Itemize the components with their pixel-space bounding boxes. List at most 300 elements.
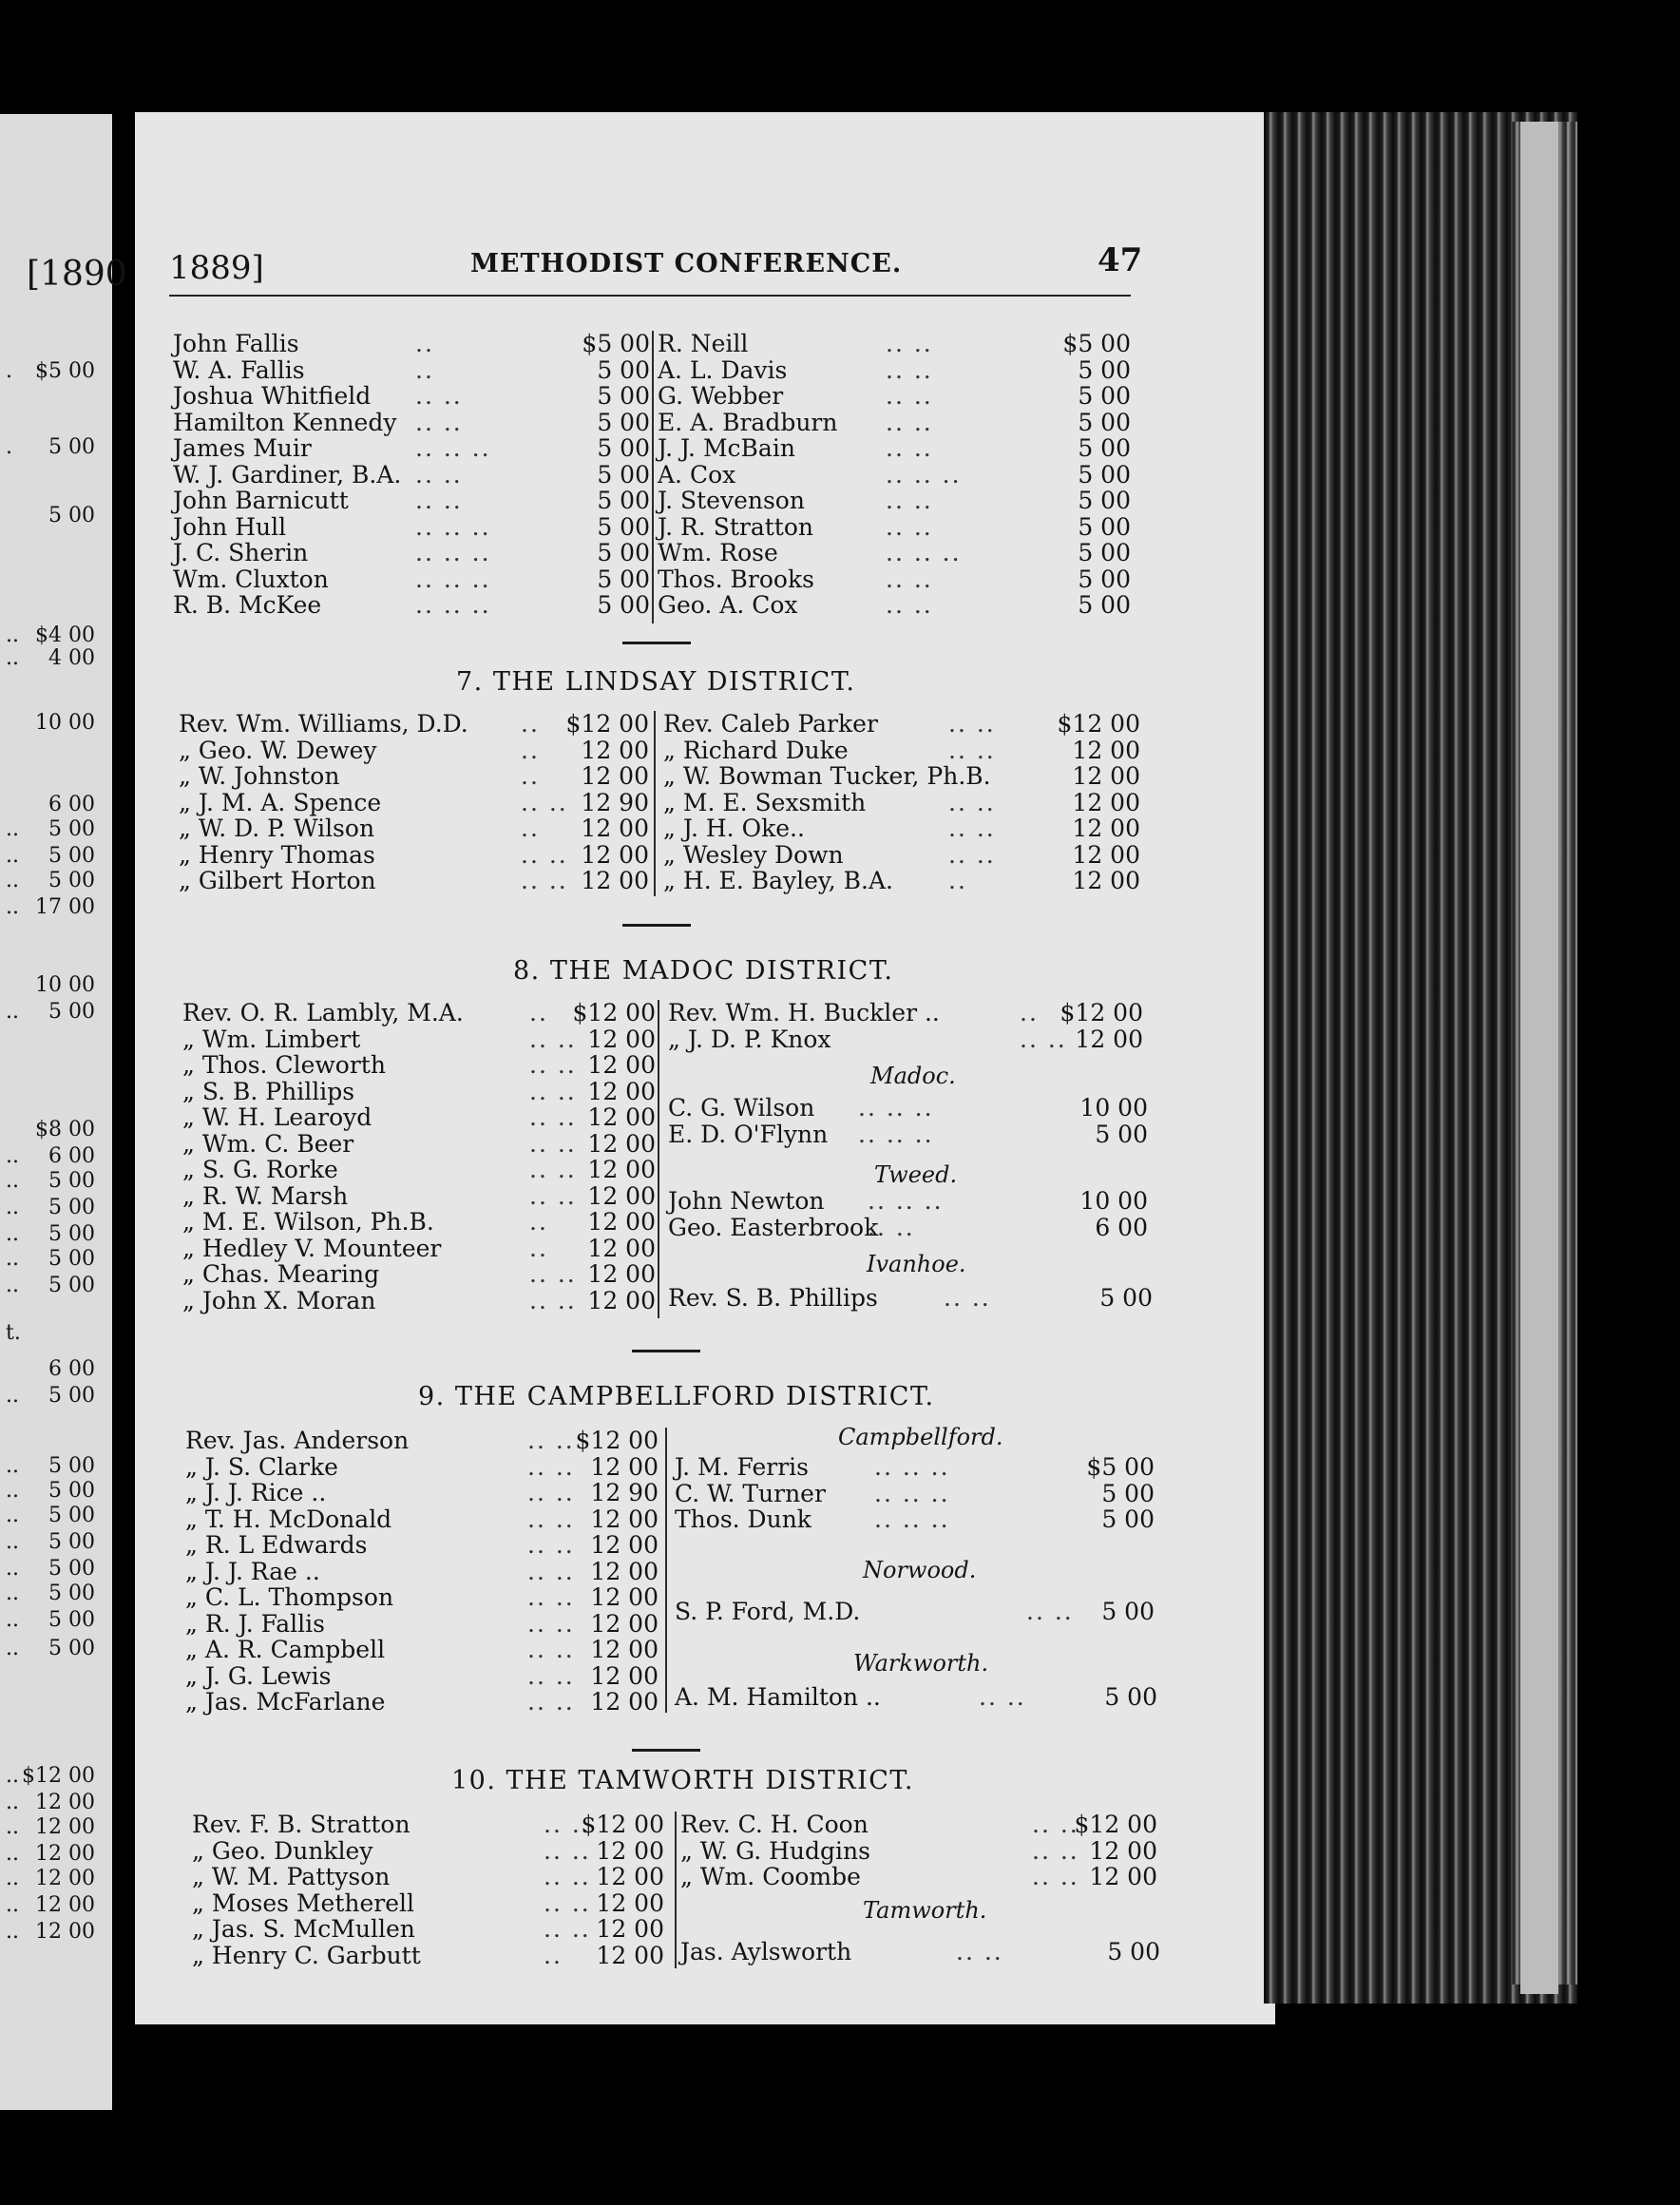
left-page-row [0,817,106,842]
left-page-row [0,435,106,460]
leader-dots: .. [6,1222,19,1246]
list-row [173,331,650,356]
subscriber-name: „ Jas. S. McMullen [192,1915,415,1943]
list-row [658,357,1131,383]
list-row [658,514,1131,540]
list-row [192,1838,664,1864]
subscription-amount: 12 00 [590,1557,659,1585]
left-page-row [0,623,106,648]
subscription-amount: 5 00 [48,1557,95,1581]
leader-dots: .. [6,1530,19,1554]
subscription-amount: 5 00 [597,355,650,384]
leader-dots: .. .. [1026,1598,1074,1625]
subscription-amount: $12 00 [22,1764,95,1788]
list-row [675,1599,1155,1624]
left-page-row [0,1169,106,1194]
left-page-row [0,1867,106,1891]
subscription-amount: 5 00 [1101,1505,1155,1533]
subscription-amount: 12 00 [596,1889,664,1917]
subscriber-name: „ Henry Thomas [179,840,375,869]
subscription-amount: 12 00 [587,1077,656,1105]
leader-dots: .. .. .. [415,539,491,566]
left-page-row [0,1321,106,1346]
list-row [185,1663,659,1689]
list-row [192,1890,664,1916]
list-row [182,1157,656,1182]
leader-dots: .. [6,1144,19,1168]
subscription-amount: 12 00 [587,1156,656,1183]
leader-dots: .. .. [868,1213,915,1241]
leader-dots: .. .. [886,565,933,593]
leader-dots: .. [529,1234,548,1262]
subscription-amount: 12 00 [581,867,649,894]
list-row [668,1122,1148,1147]
subscription-amount: $5 00 [582,330,650,357]
list-row [658,435,1131,461]
leader-dots: .. [521,762,540,790]
left-page-row [0,1504,106,1528]
leader-dots: .. .. .. [415,591,491,619]
subscriber-name: J. R. Stratton [658,512,813,541]
leader-dots: .. .. [886,591,933,619]
leader-dots: .. [415,355,434,384]
subscriber-name: J. M. Ferris [675,1453,809,1481]
subscription-amount: 5 00 [48,1384,95,1408]
left-page-row [0,1582,106,1606]
list-row [658,566,1131,592]
subscription-amount: 12 00 [590,1531,659,1559]
subscription-amount: 5 00 [48,1582,95,1605]
column-divider [652,331,654,623]
leader-dots: .. [415,330,434,357]
subsection-label: Ivanhoe. [867,1251,966,1277]
subscriber-name: John Fallis [173,330,299,357]
subscription-amount: 5 00 [1107,1938,1160,1965]
leader-dots: .. .. [527,1636,575,1663]
subscription-amount: 5 00 [48,1608,95,1632]
leader-dots: .. [6,1196,19,1219]
subscriber-name: „ W. M. Pattyson [192,1863,391,1890]
leader-dots: .. [6,1247,19,1271]
list-row [182,1026,656,1052]
subscriber-name: C. W. Turner [675,1479,826,1507]
left-page-fragment [0,114,127,2110]
list-row [680,1838,1157,1864]
subscription-amount: $12 00 [1057,710,1140,738]
leader-dots: .. .. .. [874,1453,950,1481]
list-row [192,1812,664,1837]
subscription-amount: 5 00 [597,382,650,410]
subscription-amount: 5 00 [1078,512,1131,541]
leader-dots: .. [521,710,540,738]
subscription-amount: 17 00 [35,895,95,919]
subscription-amount: 12 00 [590,1636,659,1663]
list-row [680,1939,1160,1965]
left-page-row [0,1842,106,1867]
subscriber-name: Jas. Aylsworth [680,1938,852,1965]
subscriber-name: Rev. F. B. Stratton [192,1811,410,1838]
list-row [185,1480,659,1505]
subscription-amount: 12 00 [587,1208,656,1236]
left-page-row [0,1144,106,1169]
list-row [173,540,650,566]
leader-dots: .. .. [886,487,933,514]
left-page-row [0,844,106,869]
leader-dots: .. .. [979,1683,1026,1711]
subscription-amount: $12 00 [581,1811,664,1838]
leader-dots: .. .. [886,355,933,384]
subscription-amount: 12 00 [587,1260,656,1288]
subscription-amount: 5 00 [48,1222,95,1246]
leader-dots: .. .. [544,1811,591,1838]
subscription-amount: 10 00 [1079,1187,1148,1215]
section-heading: 7. THE LINDSAY DISTRICT. [456,667,856,697]
subscription-amount: 10 00 [35,711,95,735]
left-page-row [0,1000,106,1025]
list-row [185,1637,659,1662]
subscriber-name: A. Cox [658,460,736,489]
leader-dots: .. .. .. [858,1094,934,1122]
subscriber-name: G. Webber [658,382,784,410]
section-heading: 8. THE MADOC DISTRICT. [513,956,894,986]
left-page-row [0,1920,106,1945]
leader-dots: .. [529,1208,548,1236]
subscriber-name: „ Geo. Dunkley [192,1836,373,1865]
subsection-label: Tamworth. [863,1897,987,1924]
list-row [179,738,649,763]
column-divider [658,1000,659,1318]
leader-dots: .. [6,1867,19,1890]
subscriber-name: „ W. Bowman Tucker, Ph.B. [663,762,991,790]
subscription-amount: 12 00 [35,1815,95,1839]
header-rule [169,295,1131,297]
subscription-amount: 12 00 [587,1025,656,1053]
list-row [668,1000,1143,1026]
list-row [173,566,650,592]
subscription-amount: $5 00 [35,359,95,383]
leader-dots: .. .. [886,512,933,541]
leader-dots: .. .. [544,1915,591,1943]
subscription-amount: 5 00 [48,1274,95,1297]
page-number: 47 [1098,241,1143,279]
list-row [675,1506,1155,1532]
subscription-amount: 12 00 [581,815,649,842]
subscription-amount: 5 00 [1095,1120,1148,1148]
leader-dots: .. .. [529,1051,577,1079]
subscription-amount: 12 90 [590,1479,659,1506]
leader-dots: t. [6,1321,21,1345]
subscriber-name: Wm. Rose [658,539,778,566]
subscriber-name: „ John X. Moran [182,1286,376,1314]
leader-dots: .. .. [529,1156,577,1183]
list-row [182,1000,656,1026]
list-row [658,331,1131,356]
leader-dots: .. [6,1479,19,1503]
subscription-amount: 12 00 [581,736,649,764]
list-row [182,1183,656,1209]
subscriber-name: „ Wesley Down [663,840,844,869]
list-row [192,1943,664,1968]
subscriber-name: Thos. Brooks [658,565,814,593]
list-row [173,383,650,409]
leader-dots: .. .. [544,1863,591,1890]
left-page-row [0,1357,106,1382]
subscription-amount: 5 00 [48,844,95,868]
subscriber-name: „ Moses Metherell [192,1889,415,1917]
list-row [192,1864,664,1889]
subscription-amount: 12 00 [35,1920,95,1944]
leader-dots: .. [6,1608,19,1632]
list-row [668,1188,1148,1214]
leader-dots: .. .. [956,1938,1003,1965]
subscriber-name: „ Jas. McFarlane [185,1688,386,1716]
leader-dots: .. .. [527,1583,575,1611]
list-row [182,1209,656,1235]
leader-dots: .. [544,1941,563,1969]
subscriber-name: „ Wm. Limbert [182,1025,361,1053]
list-row [668,1095,1148,1121]
leader-dots: .. .. [527,1557,575,1585]
subscription-amount: 12 00 [581,762,649,790]
subscriber-name: „ Wm. C. Beer [182,1129,354,1158]
header-year: 1889] [169,249,264,287]
leader-dots: .. .. [521,867,568,894]
subscription-amount: 5 00 [597,591,650,619]
subscription-amount: 5 00 [48,435,95,459]
section-separator [622,924,691,927]
subscription-amount: 12 00 [596,1836,664,1865]
leader-dots: .. .. [527,1609,575,1638]
leader-dots: .. .. .. [886,539,962,566]
left-page-row [0,1764,106,1789]
subscription-amount: 12 00 [1089,1836,1157,1865]
subscriber-name: „ Hedley V. Mounteer [182,1234,442,1262]
leader-dots: .. .. [529,1077,577,1105]
subsection-label: Warkworth. [853,1650,989,1677]
subscriber-name: E. D. O'Flynn [668,1120,829,1148]
subscription-amount: 5 00 [48,1530,95,1554]
column-divider [675,1812,677,1968]
subscriber-name: „ M. E. Wilson, Ph.B. [182,1208,434,1236]
section-separator [632,1350,700,1352]
leader-dots: .. .. .. [415,434,491,462]
leader-dots: .. [1020,999,1039,1026]
subscription-amount: 4 00 [48,646,95,670]
subscriber-name: J. C. Sherin [173,539,309,566]
leader-dots: .. .. [544,1836,591,1865]
left-page-row [0,1196,106,1220]
subscription-amount: $4 00 [35,623,95,647]
subscriber-name: Rev. O. R. Lambly, M.A. [182,999,464,1026]
leader-dots: .. .. [1032,1863,1079,1890]
left-page-row [0,869,106,893]
left-page-row [0,973,106,998]
leader-dots: .. [6,1842,19,1866]
subscription-amount: 12 00 [1089,1863,1157,1890]
leader-dots: .. .. [415,382,463,410]
subscriber-name: W. J. Gardiner, B.A. [173,460,402,489]
subscription-amount: 5 00 [48,1479,95,1503]
section-heading: 10. THE TAMWORTH DISTRICT. [451,1766,915,1795]
subscription-amount: 12 00 [590,1688,659,1716]
page-title: METHODIST CONFERENCE. [470,249,903,278]
subscription-amount: 12 00 [1072,815,1140,842]
subscription-amount: 10 00 [1079,1094,1148,1122]
subscription-amount: 5 00 [597,487,650,514]
subscription-amount: 12 00 [35,1791,95,1814]
subscription-amount: 5 00 [1078,382,1131,410]
subscriber-name: „ J. H. Oke.. [663,815,805,842]
leader-dots: .. [521,815,540,842]
subscriber-name: „ W. H. Learoyd [182,1103,372,1131]
subscription-amount: 12 00 [596,1863,664,1890]
leader-dots: .. [6,817,19,841]
left-page-row [0,1118,106,1142]
leader-dots: .. [6,1893,19,1917]
list-row [658,540,1131,566]
subscription-amount: 12 00 [596,1941,664,1969]
list-row [668,1285,1153,1311]
subscription-amount: 5 00 [1078,591,1131,619]
subscriber-name: „ J. J. Rice .. [185,1479,327,1506]
subscription-amount: 5 00 [1078,487,1131,514]
left-page-row [0,1637,106,1661]
list-row [179,842,649,868]
leader-dots: .. .. [415,408,463,436]
subscription-amount: 5 00 [597,434,650,462]
leader-dots: .. .. [415,487,463,514]
list-row [663,842,1140,868]
leader-dots: .. .. .. [886,460,962,489]
left-page-row [0,504,106,528]
left-page-row [0,1893,106,1918]
leader-dots: .. .. [1032,1811,1079,1838]
subscription-amount: 12 00 [1075,1025,1143,1053]
subscription-amount: 12 00 [590,1609,659,1638]
left-page-row [0,793,106,817]
subscription-amount: 5 00 [48,869,95,892]
subscription-amount: 5 00 [48,1637,95,1660]
list-row [182,1236,656,1261]
subscription-amount: 5 00 [48,504,95,527]
column-divider [654,711,656,896]
subscription-amount: 5 00 [48,817,95,841]
subscription-amount: 12 00 [581,840,649,869]
leader-dots: .. .. [527,1479,575,1506]
list-row [182,1104,656,1130]
left-page-row [0,1479,106,1504]
leader-dots: .. .. [527,1661,575,1690]
subscription-amount: 12 00 [590,1505,659,1533]
column-divider [665,1428,667,1713]
leader-dots: .. .. [544,1889,591,1917]
subscriber-name: Wm. Cluxton [173,565,329,593]
subscription-amount: 12 00 [587,1129,656,1158]
leader-dots: .. .. [948,840,996,869]
left-page-row [0,1608,106,1633]
subscriber-name: „ M. E. Sexsmith [663,788,867,816]
leader-dots: .. .. [527,1505,575,1533]
subscription-amount: 12 00 [35,1893,95,1917]
subscriber-name: „ Richard Duke [663,736,849,764]
subscription-amount: 5 00 [1078,460,1131,489]
leader-dots: .. .. [527,1452,575,1481]
subscriber-name: Rev. Wm. H. Buckler .. [668,999,940,1026]
leader-dots: .. .. [944,1284,991,1312]
subscriber-name: „ J. G. Lewis [185,1661,332,1690]
subscriber-name: „ W. D. P. Wilson [179,815,375,842]
subscriber-name: James Muir [173,434,312,462]
subscriber-name: A. L. Davis [658,355,788,384]
subscription-amount: 5 00 [48,1196,95,1219]
list-row [182,1079,656,1104]
leader-dots: .. .. [529,1286,577,1314]
subscription-amount: 5 00 [1101,1479,1155,1507]
left-page-row [0,1454,106,1479]
list-row [663,738,1140,763]
subscriber-name: „ R. J. Fallis [185,1609,325,1638]
leader-dots: .. [6,1920,19,1944]
list-row [173,435,650,461]
leader-dots: .. [6,623,19,647]
leader-dots: .. .. .. [858,1120,934,1148]
list-row [658,410,1131,435]
list-row [663,790,1140,815]
subscriber-name: „ Thos. Cleworth [182,1051,386,1079]
left-page-row [0,1274,106,1298]
leader-dots: .. .. .. [415,512,491,541]
subscriber-name: „ Gilbert Horton [179,867,376,894]
list-row [675,1481,1155,1506]
subscription-amount: $8 00 [35,1118,95,1141]
leader-dots: .. .. [886,330,933,357]
subscriber-name: R. Neill [658,330,749,357]
left-page-row [0,1791,106,1815]
subsection-label: Tweed. [874,1161,958,1188]
list-row [658,462,1131,488]
subscriber-name: „ W. Johnston [179,762,340,790]
subscriber-name: „ J. D. P. Knox [668,1025,831,1053]
subscriber-name: Hamilton Kennedy [173,408,397,436]
leader-dots: .. .. [1032,1836,1079,1865]
leader-dots: .. .. [529,1260,577,1288]
list-row [663,815,1140,841]
list-row [675,1684,1157,1710]
subscription-amount: 12 00 [587,1103,656,1131]
leader-dots: .. [6,1274,19,1297]
left-page-row [0,1247,106,1272]
subscriber-name: „ J. J. Rae .. [185,1557,320,1585]
subscription-amount: $12 00 [565,710,649,738]
subscriber-name: „ Geo. W. Dewey [179,736,377,764]
leader-dots: .. .. [948,815,996,842]
section-separator [622,642,691,644]
list-row [179,815,649,841]
subscription-amount: $5 00 [1086,1453,1155,1481]
left-page-row [0,1222,106,1247]
list-row [680,1864,1157,1889]
list-row [663,763,1140,789]
list-row [658,383,1131,409]
subscription-amount: 12 00 [1072,736,1140,764]
subscriber-name: „ Chas. Mearing [182,1260,380,1288]
subscription-amount: 12 00 [1072,762,1140,790]
leader-dots: .. .. [886,382,933,410]
list-row [179,868,649,893]
left-page-row [0,711,106,736]
subscription-amount: 12 00 [596,1915,664,1943]
leader-dots: .. [6,1791,19,1814]
